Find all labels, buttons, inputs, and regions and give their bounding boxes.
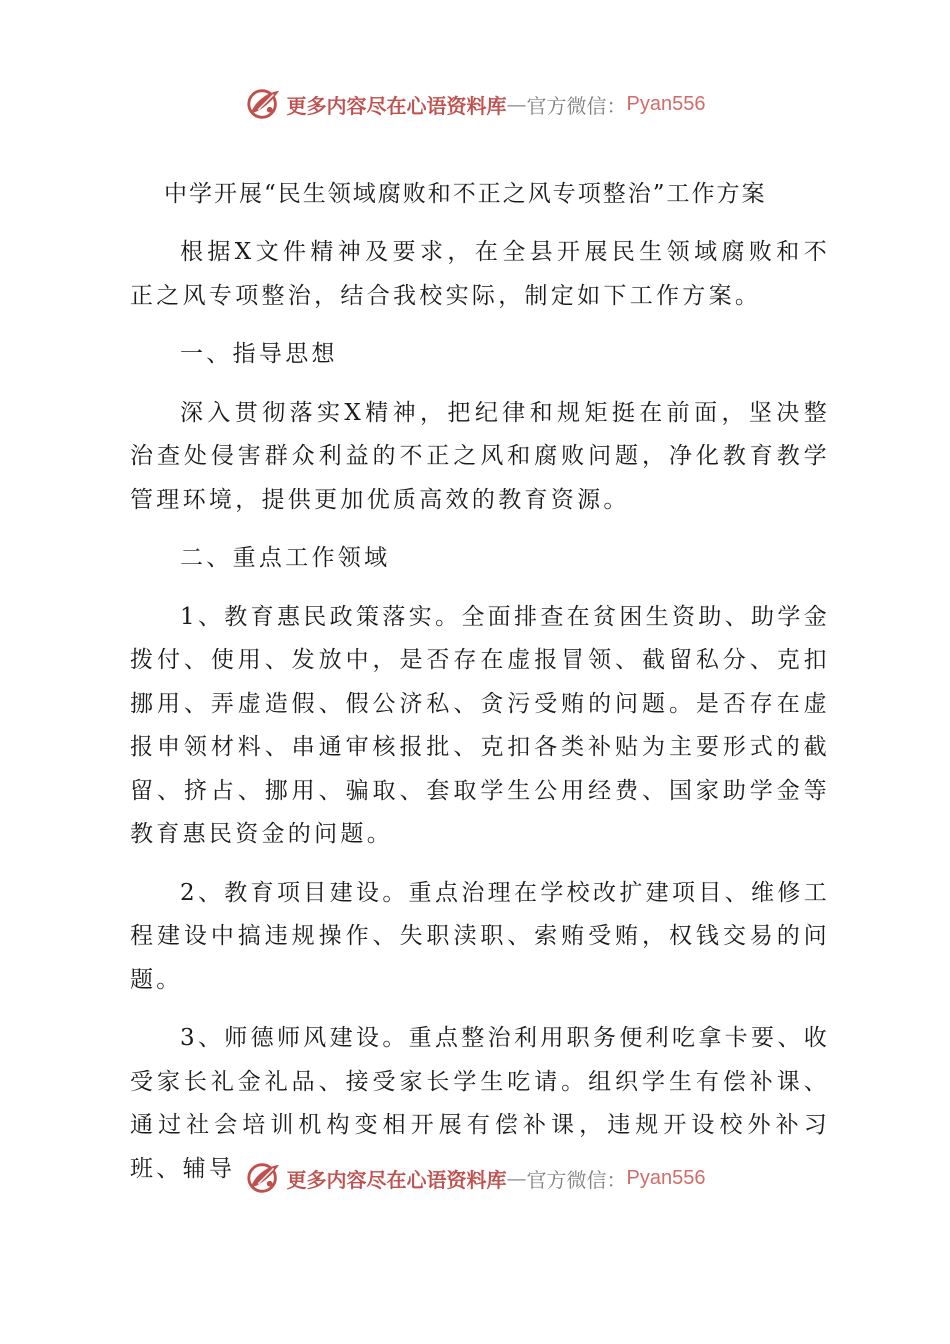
footer-official-label: 官方微信：: [526, 1167, 627, 1192]
document-title: 中学开展“民生领域腐败和不正之风专项整治”工作方案: [164, 181, 767, 207]
footer-banner: [0, 1156, 950, 1200]
footer-wechat-id: Pyan556: [626, 1166, 706, 1189]
banner-official-label: 官方微信：: [526, 93, 627, 118]
document-body: [130, 172, 830, 1206]
header-banner: [0, 82, 950, 126]
footer-brand-text: 更多内容尽在心语资料库: [286, 1167, 507, 1192]
section-heading-guiding-ideology: 一、指导思想: [180, 341, 338, 367]
key-area-item-1: 1、教育惠民政策落实。全面排查在贫困生资助、助学金拨付、使用、发放中，是否存在虚报冒领、截留私分、克扣挪用、弄虚造假、假公济私、贪污受贿的问题。是否存在虚报申领材料、串通审核报批、克扣各类补贴为主要形式的截留、挤占、挪用、骗取、套取学生公用经费、国家助学金等教育惠民资金的问题。: [130, 603, 830, 847]
banner-wechat-id: Pyan556: [626, 92, 706, 115]
key-area-item-3: 3、师德师风建设。重点整治利用职务便利吃拿卡要、收受家长礼金礼品、接受家长学生吃请。组织学生有偿补课、通过社会培训机构变相开展有偿补课，违规开设校外补习班、辅导: [130, 1025, 830, 1182]
footer-separator: —: [506, 1166, 527, 1190]
intro-paragraph: 根据X文件精神及要求，在全县开展民生领域腐败和不正之风专项整治，结合我校实际，制定如下工作方案。: [130, 239, 830, 309]
guiding-ideology-paragraph: 深入贯彻落实X精神，把纪律和规矩挺在前面，坚决整治查处侵害群众利益的不正之风和腐败问题，净化教育教学管理环境，提供更加优质高效的教育资源。: [130, 399, 830, 513]
pen-nib-logo-icon: [245, 1159, 283, 1197]
pen-nib-logo-icon: [245, 85, 283, 123]
banner-brand-text: 更多内容尽在心语资料库: [286, 93, 507, 118]
key-area-item-2: 2、教育项目建设。重点治理在学校改扩建项目、维修工程建设中搞违规操作、失职渎职、索贿受贿，权钱交易的问题。: [130, 879, 830, 993]
banner-separator: —: [506, 92, 527, 116]
section-heading-key-areas: 二、重点工作领域: [180, 545, 391, 571]
